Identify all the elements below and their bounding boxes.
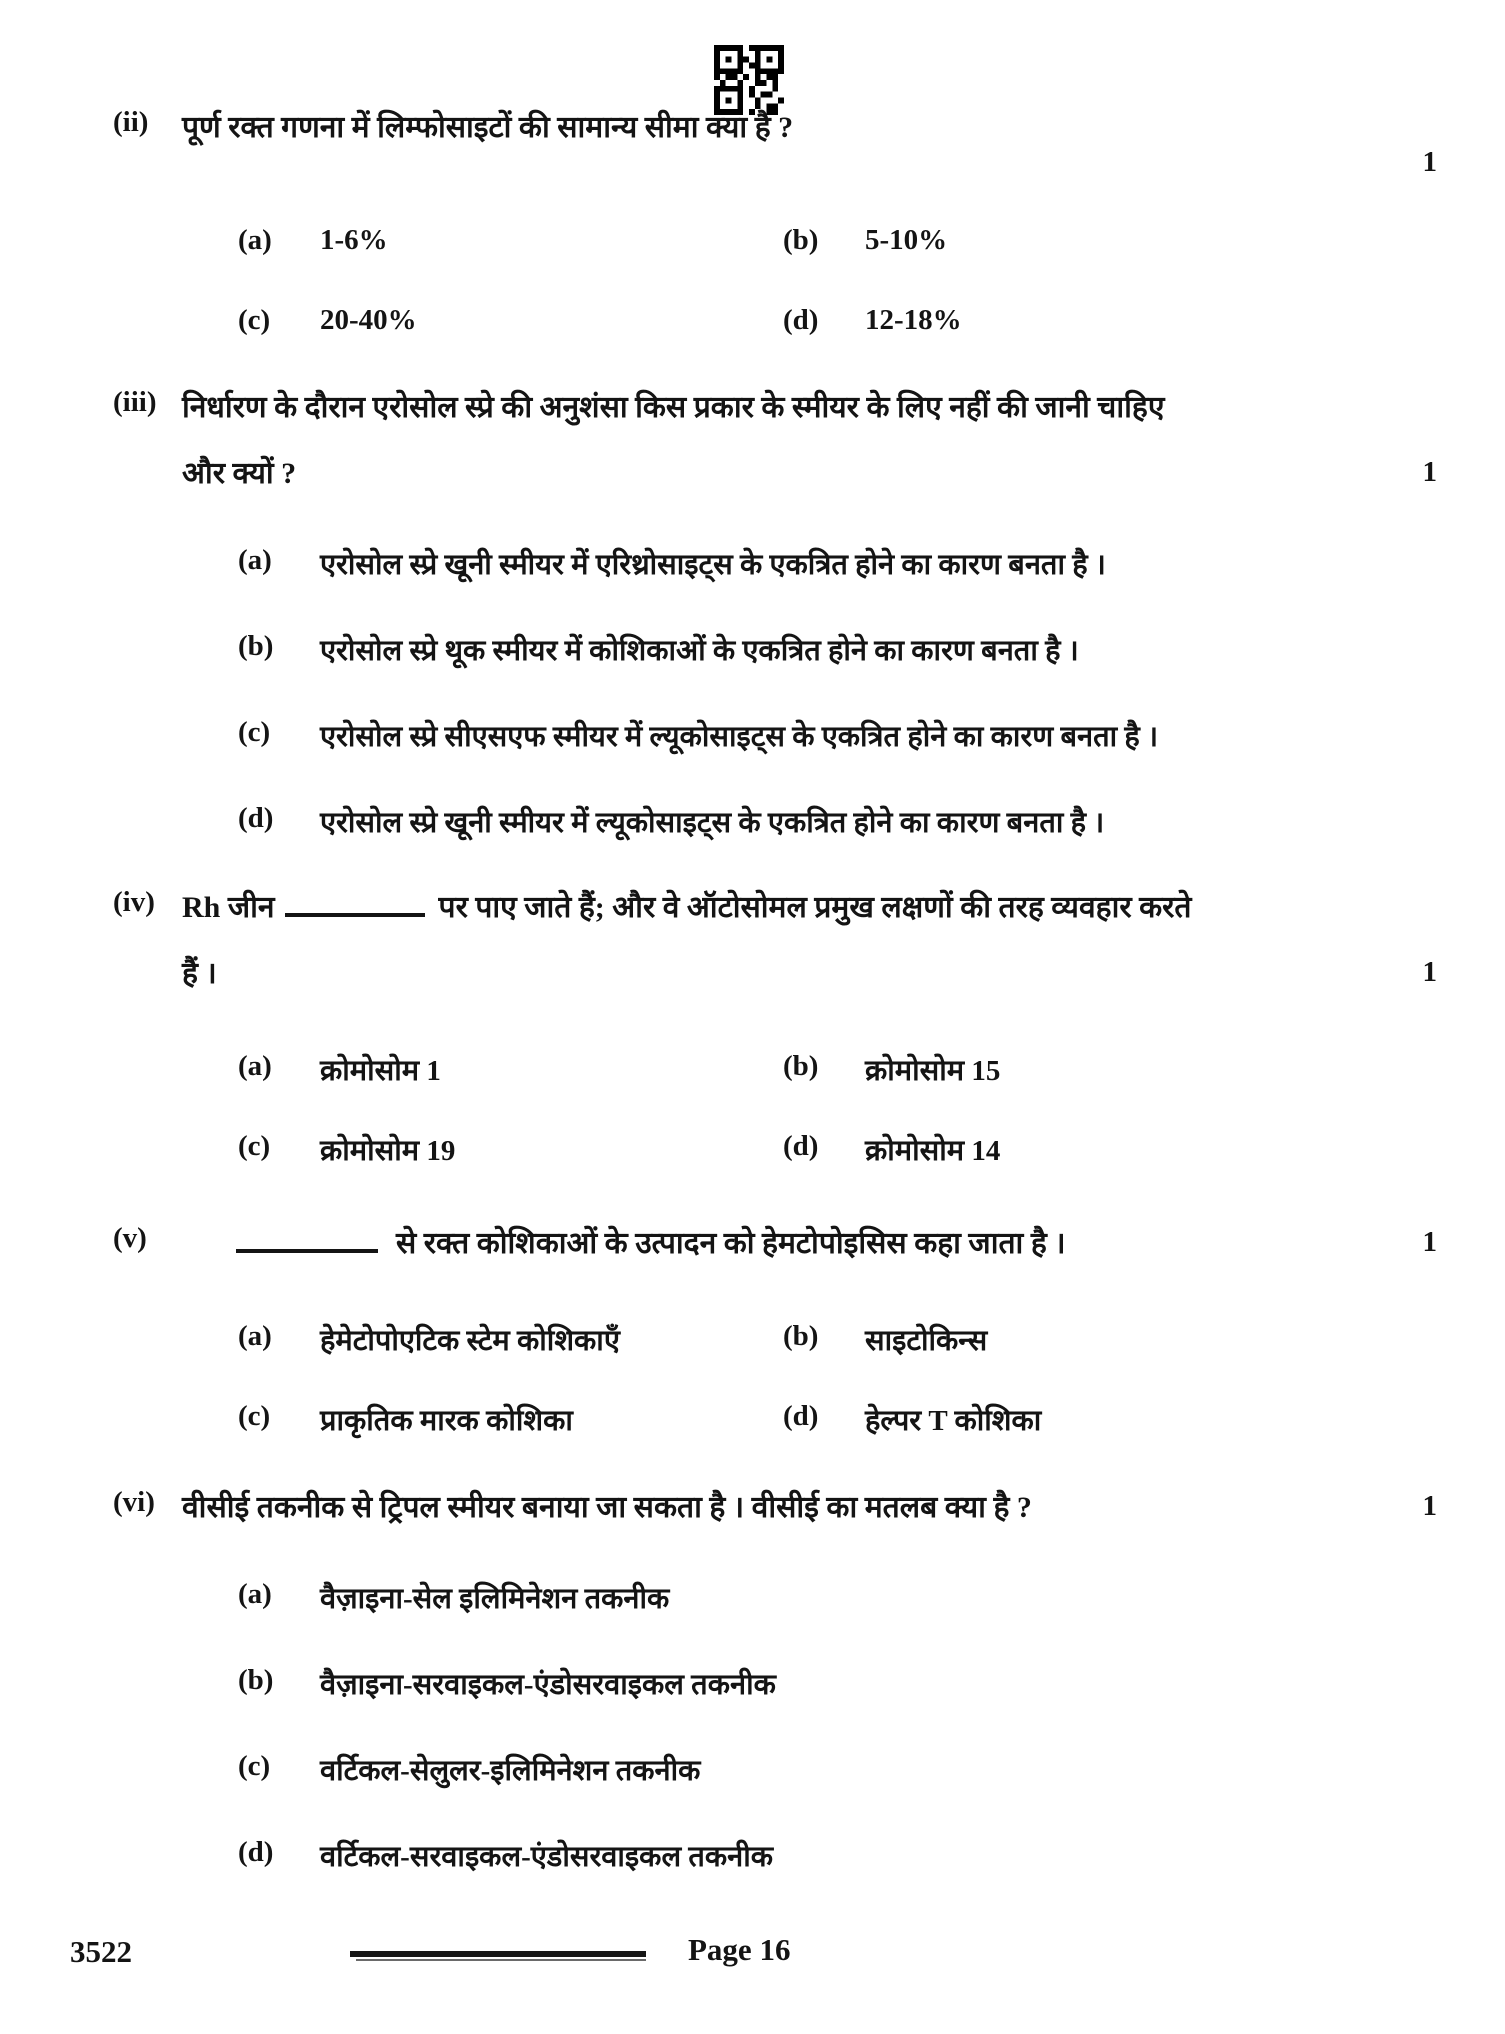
option-text: 5-10%: [865, 224, 948, 256]
option-text: एरोसोल स्प्रे थूक स्मीयर में कोशिकाओं के एकत्रित होने का कारण बनता है ।: [320, 635, 1079, 667]
question-text-line1: [182, 886, 1395, 930]
question-text-after-blank: से रक्त कोशिकाओं के उत्पादन को हेमटोपोइसिस कहा जाता है ।: [396, 1227, 1066, 1260]
footer-rule: [350, 1951, 646, 1957]
option-label: (d): [783, 304, 819, 336]
option-text: एरोसोल स्प्रे सीएसएफ स्मीयर में ल्यूकोसाइट्स के एकत्रित होने का कारण बनता है ।: [320, 721, 1159, 753]
marks-value: 1: [1422, 456, 1437, 488]
fill-in-blank-line: [285, 893, 425, 917]
option-label: (b): [783, 1320, 819, 1352]
paper-code: 3522: [70, 1934, 132, 1969]
option-text: प्राकृतिक मारक कोशिका: [320, 1405, 573, 1437]
option-text: एरोसोल स्प्रे खूनी स्मीयर में एरिथ्रोसाइट्स के एकत्रित होने का कारण बनता है ।: [320, 549, 1106, 581]
option-text: 1-6%: [320, 224, 388, 256]
question-text: [182, 1222, 1395, 1266]
option-text: क्रोमोसोम 14: [865, 1135, 1001, 1167]
marks-value: 1: [1422, 1226, 1437, 1258]
option-label: (b): [783, 224, 819, 256]
question-number: (v): [113, 1222, 147, 1254]
option-text: हेल्पर T कोशिका: [865, 1405, 1042, 1437]
option-text: वैज़ाइना-सेल इलिमिनेशन तकनीक: [320, 1583, 670, 1615]
option-label: (c): [238, 1130, 271, 1162]
question-number: (vi): [113, 1486, 155, 1518]
option-text: हेमेटोपोएटिक स्टेम कोशिकाएँ: [320, 1325, 620, 1357]
fill-in-blank-line: [236, 1229, 378, 1253]
question-number: (ii): [113, 106, 149, 138]
marks-value: 1: [1422, 956, 1437, 988]
option-label: (c): [238, 716, 271, 748]
option-label: (c): [238, 1750, 271, 1782]
option-text: क्रोमोसोम 19: [320, 1135, 456, 1167]
page-number: Page 16: [688, 1932, 791, 1967]
option-label: (c): [238, 1400, 271, 1432]
option-label: (c): [238, 304, 271, 336]
option-text: 12-18%: [865, 304, 962, 336]
option-text: एरोसोल स्प्रे खूनी स्मीयर में ल्यूकोसाइट्स के एकत्रित होने का कारण बनता है ।: [320, 807, 1105, 839]
marks-value: 1: [1422, 1490, 1437, 1522]
option-text: साइटोकिन्स: [865, 1325, 988, 1357]
question-text-before-blank: Rh जीन: [182, 891, 275, 924]
option-label: (a): [238, 544, 272, 576]
question-number: (iii): [113, 386, 157, 418]
question-number: (iv): [113, 886, 155, 918]
option-label: (d): [238, 802, 274, 834]
question-text-line2: और क्यों ?: [182, 457, 297, 490]
option-text: वर्टिकल-सरवाइकल-एंडोसरवाइकल तकनीक: [320, 1841, 774, 1873]
option-label: (d): [783, 1400, 819, 1432]
option-text: वैज़ाइना-सरवाइकल-एंडोसरवाइकल तकनीक: [320, 1669, 776, 1701]
marks-value: 1: [1422, 146, 1437, 178]
option-label: (d): [783, 1130, 819, 1162]
option-label: (b): [238, 630, 274, 662]
option-text: 20-40%: [320, 304, 417, 336]
option-label: (b): [783, 1050, 819, 1082]
question-text: पूर्ण रक्त गणना में लिम्फोसाइटों की सामान्य सीमा क्या है ?: [182, 111, 794, 144]
option-label: (a): [238, 1050, 272, 1082]
option-label: (a): [238, 1320, 272, 1352]
option-text: क्रोमोसोम 15: [865, 1055, 1001, 1087]
question-text: वीसीई तकनीक से ट्रिपल स्मीयर बनाया जा सकता है । वीसीई का मतलब क्या है ?: [182, 1491, 1032, 1524]
question-text-line2: हैं ।: [182, 957, 217, 990]
option-label: (d): [238, 1836, 274, 1868]
question-text-line1: निर्धारण के दौरान एरोसोल स्प्रे की अनुशंसा किस प्रकार के स्मीयर के लिए नहीं की जानी चाहिए: [182, 391, 1165, 424]
option-text: वर्टिकल-सेलुलर-इलिमिनेशन तकनीक: [320, 1755, 701, 1787]
option-label: (b): [238, 1664, 274, 1696]
question-text-after-blank: पर पाए जाते हैं; और वे ऑटोसोमल प्रमुख लक्षणों की तरह व्यवहार करते: [438, 891, 1192, 924]
option-text: क्रोमोसोम 1: [320, 1055, 441, 1087]
option-label: (a): [238, 1578, 272, 1610]
option-label: (a): [238, 224, 272, 256]
